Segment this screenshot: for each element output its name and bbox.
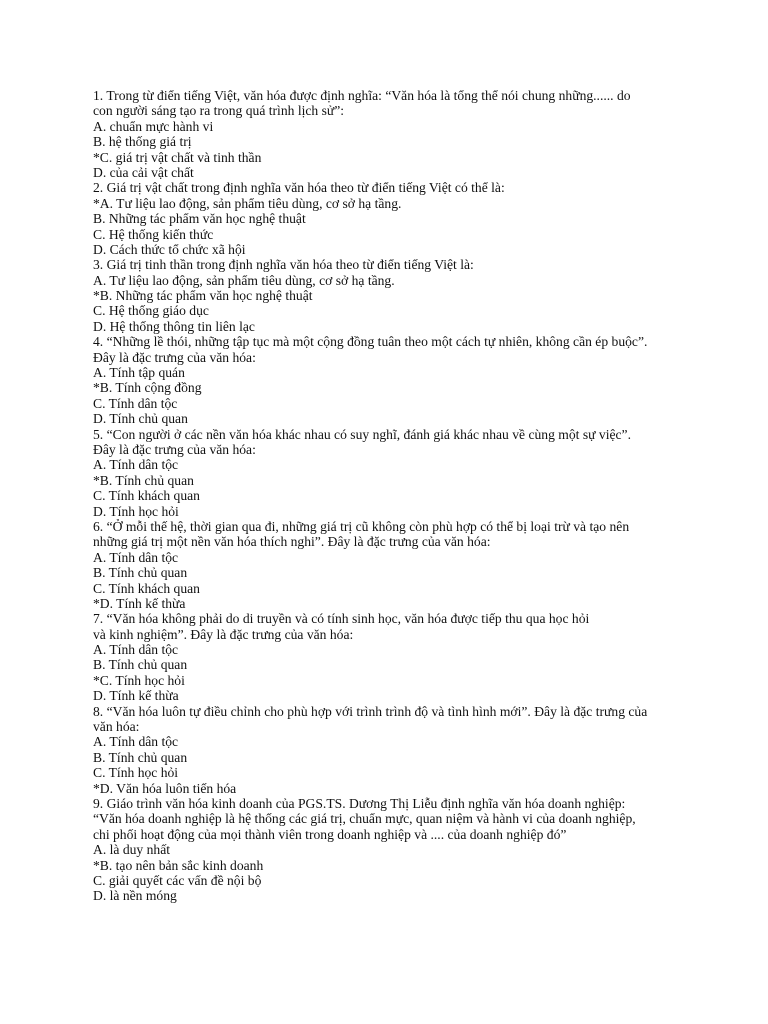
document-line: Đây là đặc trưng của văn hóa: <box>93 441 256 457</box>
document-line: 9. Giáo trình văn hóa kinh doanh của PGS.TS. Dương Thị Liễu định nghĩa văn hóa doanh nghiệp: <box>93 795 626 811</box>
document-line: A. Tính dân tộc <box>93 642 179 658</box>
document-line: chi phối hoạt động của mọi thành viên trong doanh nghiệp và .... của doanh nghiệp đó” <box>93 826 567 842</box>
document-line: C. Hệ thống kiến thức <box>93 226 214 242</box>
document-line: C. Tính khách quan <box>93 488 200 504</box>
document-line: văn hóa: <box>93 719 140 735</box>
document-line: A. Tính tập quán <box>93 365 185 381</box>
document-line: *A. Tư liệu lao động, sản phẩm tiêu dùng, cơ sở hạ tầng. <box>93 195 402 211</box>
document-line: D. là nền móng <box>93 888 177 904</box>
document-line: C. Tính dân tộc <box>93 395 178 411</box>
document-line: 5. “Con người ở các nền văn hóa khác nhau có suy nghĩ, đánh giá khác nhau về cùng một sự việc”. <box>93 426 631 442</box>
document-line: *B. Những tác phẩm văn học nghệ thuật <box>93 288 313 304</box>
document-line: 1. Trong từ điển tiếng Việt, văn hóa được định nghĩa: “Văn hóa là tổng thể nói chung những...... do <box>93 88 631 103</box>
document-line: những giá trị một nền văn hóa thích nghi”. Đây là đặc trưng của văn hóa: <box>93 534 491 550</box>
document-line: D. Cách thức tổ chức xã hội <box>93 241 246 257</box>
document-line: con người sáng tạo ra trong quá trình lịch sử”: <box>93 103 345 119</box>
document-line: A. Tính dân tộc <box>93 457 179 473</box>
document-line: D. Tính chủ quan <box>93 411 188 427</box>
document-line: A. Tư liệu lao động, sản phẩm tiêu dùng, cơ sở hạ tầng. <box>93 272 395 288</box>
document-line: A. chuẩn mực hành vi <box>93 118 214 134</box>
document-line: D. Tính kế thừa <box>93 688 179 704</box>
document-line: A. là duy nhất <box>93 842 171 858</box>
document-line: và kinh nghiệm”. Đây là đặc trưng của văn hóa: <box>93 626 354 642</box>
document-line: B. Những tác phẩm văn học nghệ thuật <box>93 211 306 227</box>
document-line: C. Tính khách quan <box>93 580 200 596</box>
document-body <box>93 88 693 904</box>
document-line: C. Hệ thống giáo dục <box>93 303 209 319</box>
document-line: *B. Tính cộng đồng <box>93 380 202 396</box>
document-line: C. giải quyết các vấn đề nội bộ <box>93 872 262 888</box>
document-line: Đây là đặc trưng của văn hóa: <box>93 349 256 365</box>
document-line: A. Tính dân tộc <box>93 549 179 565</box>
document-line: B. Tính chủ quan <box>93 749 188 765</box>
document-line: 8. “Văn hóa luôn tự điều chỉnh cho phù hợp với trình trình độ và tình hình mới”. Đây là đặc trưng của <box>93 703 648 719</box>
document-line: *D. Tính kế thừa <box>93 595 186 611</box>
document-line: B. Tính chủ quan <box>93 565 188 581</box>
document-line: B. hệ thống giá trị <box>93 134 192 150</box>
document-line: 7. “Văn hóa không phải do di truyền và có tính sinh học, văn hóa được tiếp thu qua học hỏi <box>93 611 590 627</box>
document-line: D. Hệ thống thông tin liên lạc <box>93 318 255 334</box>
document-line: D. của cải vật chất <box>93 164 194 180</box>
document-line: 2. Giá trị vật chất trong định nghĩa văn hóa theo từ điển tiếng Việt có thể là: <box>93 180 505 196</box>
document-line: C. Tính học hỏi <box>93 765 179 781</box>
document-line: 3. Giá trị tinh thần trong định nghĩa văn hóa theo từ điển tiếng Việt là: <box>93 257 474 273</box>
document-line: *C. Tính học hỏi <box>93 672 185 688</box>
document-line: 6. “Ở mỗi thế hệ, thời gian qua đi, những giá trị cũ không còn phù hợp có thể bị loại trừ và tạo nên <box>93 518 630 534</box>
document-line: *B. tạo nên bản sắc kinh doanh <box>93 857 264 873</box>
document-line: “Văn hóa doanh nghiệp là hệ thống các giá trị, chuẩn mực, quan niệm và hành vi của doanh nghiệp, <box>93 811 636 827</box>
document-line: A. Tính dân tộc <box>93 734 179 750</box>
document-line: 4. “Những lề thói, những tập tục mà một cộng đồng tuân theo một cách tự nhiên, không cần ép buộc”. <box>93 334 648 350</box>
document-line: *C. giá trị vật chất và tinh thần <box>93 149 262 165</box>
document-line: *B. Tính chủ quan <box>93 472 194 488</box>
document-line: D. Tính học hỏi <box>93 503 179 519</box>
document-line: B. Tính chủ quan <box>93 657 188 673</box>
document-line: *D. Văn hóa luôn tiến hóa <box>93 780 237 796</box>
